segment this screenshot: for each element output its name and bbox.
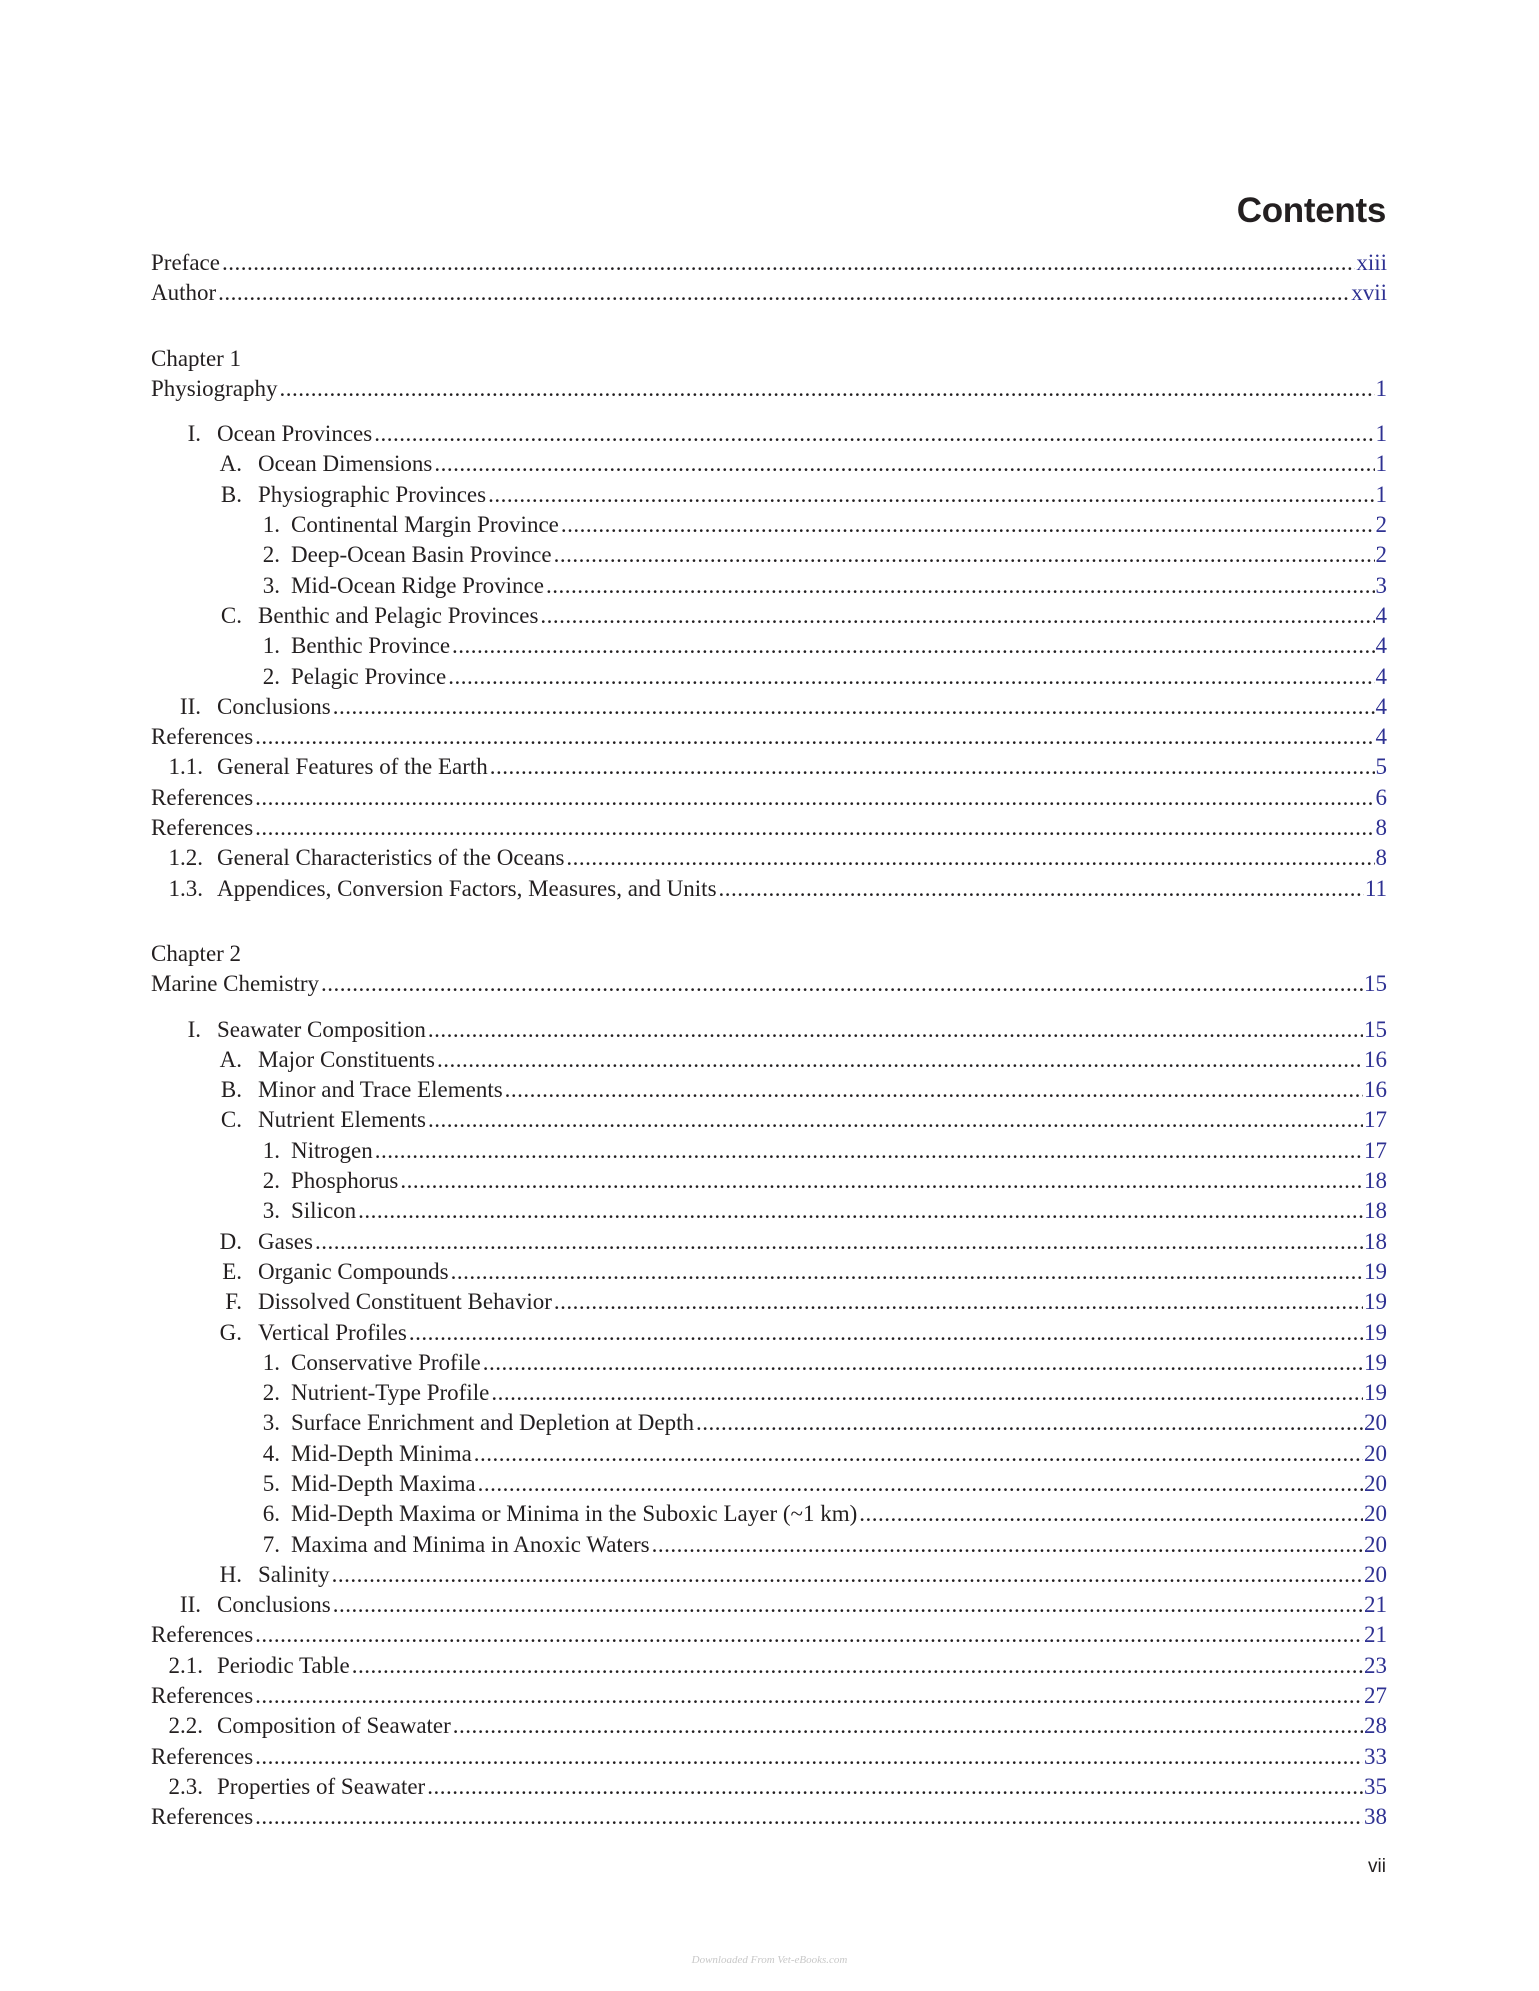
dot-leader [428,1015,1363,1045]
toc-entry-number: 1.2. [168,845,203,871]
toc-entry[interactable] [151,1772,1387,1802]
toc-entry[interactable] [151,1530,1387,1560]
dot-leader [540,601,1374,631]
toc-page-link[interactable]: 1 [1375,451,1387,477]
dot-leader [505,1075,1363,1105]
toc-entry[interactable] [151,1469,1387,1499]
toc-entry-line [151,813,1387,843]
toc-entry-label: References [151,1683,254,1709]
toc-entry-label: Ocean Dimensions [258,451,433,477]
toc-entry-line [151,1196,1387,1226]
toc-entry-line [151,1530,1387,1560]
toc-entry-line [151,480,1387,510]
dot-leader [333,692,1375,722]
toc-entry-line [151,1560,1387,1590]
toc-page-link[interactable]: 27 [1364,1683,1387,1709]
toc-entry-line [151,1015,1387,1045]
toc-entry[interactable] [151,1560,1387,1590]
dot-leader [554,1287,1363,1317]
toc-entry[interactable] [151,601,1387,631]
toc-entry-line [151,1257,1387,1287]
toc-page-link[interactable]: 2 [1375,542,1387,568]
toc-page-link[interactable]: 20 [1364,1501,1387,1527]
toc-entry-line [151,1318,1387,1348]
toc-entry-label: References [151,724,254,750]
page-title: Contents [1236,191,1386,231]
toc-entry[interactable] [151,480,1387,510]
toc-entry-label: General Characteristics of the Oceans [217,845,565,871]
toc-entry-line [151,752,1387,782]
toc-entry-label: Properties of Seawater [217,1773,426,1799]
toc-page-link[interactable]: xvii [1351,280,1387,306]
toc-page-link[interactable]: xiii [1356,250,1387,275]
toc-entry-line [151,1378,1387,1408]
toc-page-link[interactable]: 8 [1375,815,1387,841]
chapter-section [151,939,1387,1833]
dot-leader [491,1378,1363,1408]
toc-entry-label: References [151,1804,254,1830]
toc-entry-label: Salinity [258,1561,330,1587]
dot-leader [218,278,1350,308]
toc-entry-number: H. [219,1561,242,1587]
chapter-section [151,344,1387,904]
toc-entry-number: 3. [262,572,280,598]
toc-entry-label: Gases [258,1228,313,1254]
toc-entry-number: 1.3. [168,875,203,901]
toc-entry-label: Mid-Depth Maxima or Minima in the Suboxic Layer (~1 km) [291,1501,858,1527]
toc-entry-label: Major Constituents [258,1046,435,1072]
toc-entry-label: Mid-Ocean Ridge Province [291,572,544,598]
dot-leader [452,631,1374,661]
dot-leader [434,449,1374,479]
toc-entry-label: Mid-Depth Maxima [291,1470,476,1496]
toc-entry-label: Surface Enrichment and Depletion at Depth [291,1410,694,1436]
toc-entry-number: 4. [262,1440,280,1466]
toc-page-link[interactable]: 4 [1375,633,1387,659]
toc-entry-number: C. [220,602,242,628]
toc-page-link[interactable]: 18 [1364,1168,1387,1194]
dot-leader [255,1681,1363,1711]
toc-entry-line [151,692,1387,722]
toc-entry-line [151,1105,1387,1135]
toc-entry[interactable] [151,1196,1387,1226]
dot-leader [400,1166,1363,1196]
toc-entry-number: G. [219,1319,242,1345]
toc-entry-label: Author [151,280,217,306]
toc-entry-line [151,1227,1387,1257]
toc-entry-label: Benthic Province [291,633,451,659]
toc-entry-number: 6. [262,1501,280,1527]
toc-entry-line [151,969,1387,999]
dot-leader [409,1318,1363,1348]
toc-entry-label: Dissolved Constituent Behavior [258,1289,552,1315]
dot-leader [255,722,1374,752]
toc-page-link[interactable]: 16 [1364,1077,1387,1103]
toc-entry-line [151,783,1387,813]
toc-entry-number: A. [219,1046,242,1072]
toc-entry-label: Seawater Composition [217,1016,426,1042]
toc-entry-label: Preface [151,250,220,275]
toc-entry[interactable] [151,631,1387,661]
toc-entry-number: 3. [262,1198,280,1224]
toc-entry[interactable] [151,1378,1387,1408]
toc-entry-label: Nutrient-Type Profile [291,1380,490,1406]
toc-entry[interactable] [151,1166,1387,1196]
dot-leader [255,813,1374,843]
dot-leader [255,783,1374,813]
toc-entry-label: Physiography [151,375,278,401]
dot-leader [332,1560,1363,1590]
toc-entry-line [151,1651,1387,1681]
toc-entry-label: Silicon [291,1198,357,1224]
toc-entry-label: Marine Chemistry [151,971,319,997]
toc-entry[interactable] [151,510,1387,540]
dot-leader [333,1590,1363,1620]
dot-leader [719,874,1364,904]
toc-entry-label: Vertical Profiles [258,1319,407,1345]
toc-page-link[interactable]: 20 [1364,1531,1387,1557]
dot-leader [474,1439,1363,1469]
toc-entry[interactable] [151,540,1387,570]
toc-entry-number: 1.1. [168,754,203,780]
toc-entry-label: Periodic Table [217,1652,350,1678]
toc-entry[interactable] [151,1742,1387,1772]
toc-page-link[interactable]: 16 [1364,1046,1387,1072]
toc-entry-line [151,1408,1387,1438]
toc-entry-line [151,1348,1387,1378]
toc-entry-number: 5. [262,1470,280,1496]
toc-entry-line [151,1772,1387,1802]
dot-leader [321,969,1363,999]
toc-page-link[interactable]: 38 [1364,1804,1387,1830]
toc-entry[interactable] [151,843,1387,873]
toc-page-link[interactable]: 4 [1375,663,1387,689]
dot-leader [437,1045,1363,1075]
dot-leader [222,248,1355,278]
toc-entry-line [151,1439,1387,1469]
toc-entry-label: Continental Margin Province [291,512,559,538]
dot-leader [696,1408,1363,1438]
toc-entry-label: Conclusions [217,693,331,719]
toc-entry[interactable] [151,722,1387,752]
toc-page-link[interactable]: 15 [1364,971,1387,997]
dot-leader [255,1742,1363,1772]
toc-entry-number: 3. [262,1410,280,1436]
toc-entry-line [151,449,1387,479]
toc-entry[interactable] [151,278,1387,308]
toc-entry-label: Conclusions [217,1592,331,1618]
toc-entry-line [151,1620,1387,1650]
toc-entry-number: 2. [262,1380,280,1406]
toc-entry-line [151,1499,1387,1529]
toc-entry-label: References [151,1622,254,1648]
toc-entry-number: 1. [262,1349,280,1375]
toc-entry-line [151,374,1387,404]
toc-entry[interactable] [151,1439,1387,1469]
toc-entry-label: Nutrient Elements [258,1107,426,1133]
toc-entry-line [151,1075,1387,1105]
dot-leader [358,1196,1363,1226]
toc-entry-line [151,874,1387,904]
toc-entry-line [151,631,1387,661]
toc-entry[interactable] [151,1015,1387,1045]
toc-entry[interactable] [151,1227,1387,1257]
dot-leader [255,1802,1363,1832]
toc-entry[interactable] [151,1257,1387,1287]
toc-entry-label: References [151,1743,254,1769]
toc-entry-number: F. [225,1289,242,1315]
dot-leader [546,571,1375,601]
toc-page-link[interactable]: 33 [1364,1743,1387,1769]
toc-entry[interactable] [151,1136,1387,1166]
toc-page-link[interactable]: 20 [1364,1470,1387,1496]
toc-entry-number: 7. [262,1531,280,1557]
toc-page-link[interactable]: 17 [1364,1137,1387,1163]
chapter-title-entry[interactable] [151,969,1387,999]
toc-entry-label: Mid-Depth Minima [291,1440,472,1466]
toc-entry[interactable] [151,248,1387,278]
toc-entry-number: D. [219,1228,242,1254]
toc-entry-number: 1. [262,512,280,538]
dot-leader [428,1105,1363,1135]
toc-entry-label: Deep-Ocean Basin Province [291,542,552,568]
toc-entry-number: II. [179,1592,201,1618]
toc-entry[interactable] [151,1105,1387,1135]
toc-entry-number: B. [220,481,242,507]
toc-entry-number: C. [220,1107,242,1133]
toc-entry[interactable] [151,1287,1387,1317]
dot-leader [280,374,1375,404]
toc-entry-number: 1. [262,1137,280,1163]
toc-entry-label: Maxima and Minima in Anoxic Waters [291,1531,650,1557]
dot-leader [652,1530,1363,1560]
toc-entry[interactable] [151,1045,1387,1075]
toc-entry-label: Organic Compounds [258,1258,449,1284]
toc-entry-label: Conservative Profile [291,1349,481,1375]
watermark: Downloaded From Vet-eBooks.com [691,1954,848,1966]
toc-entry-line [151,540,1387,570]
toc-entry-number: I. [187,1016,201,1042]
toc-page-link[interactable]: 19 [1364,1319,1387,1345]
dot-leader [375,1136,1363,1166]
toc-entry[interactable] [151,1348,1387,1378]
chapter-label: Chapter 1 [151,345,242,371]
toc-entry[interactable] [151,419,1387,449]
toc-entry-label: References [151,815,254,841]
toc-page-link[interactable]: 4 [1375,693,1387,719]
toc-entry-number: 2.1. [168,1652,203,1678]
toc-entry-number: II. [179,693,201,719]
toc-entry-label: Benthic and Pelagic Provinces [258,602,539,628]
toc-entry-line [151,1166,1387,1196]
toc-page-link[interactable]: 21 [1364,1592,1387,1618]
dot-leader [448,662,1374,692]
toc-entry[interactable] [151,571,1387,601]
toc-page-link[interactable]: 1 [1375,421,1387,447]
toc-entry-line [151,510,1387,540]
toc-entry-line [151,571,1387,601]
toc-entry-line [151,601,1387,631]
toc-page-link[interactable]: 23 [1364,1652,1387,1678]
toc-entry-label: General Features of the Earth [217,754,488,780]
toc-page-link[interactable]: 20 [1364,1410,1387,1436]
toc-entry[interactable] [151,449,1387,479]
toc-page-link[interactable]: 21 [1364,1622,1387,1648]
toc-entry-label: Minor and Trace Elements [258,1077,503,1103]
toc-entry[interactable] [151,1802,1387,1832]
toc-entry[interactable] [151,813,1387,843]
toc-page-link[interactable]: 5 [1375,754,1387,780]
toc-entry-label: Ocean Provinces [217,421,373,447]
dot-leader [561,510,1375,540]
toc-entry-line [151,1742,1387,1772]
dot-leader [478,1469,1363,1499]
toc-entry-number: 2. [262,1168,280,1194]
toc-entry[interactable] [151,1499,1387,1529]
toc-entry-line [151,1287,1387,1317]
toc-page-link[interactable]: 18 [1364,1228,1387,1254]
toc-entry-line [151,1711,1387,1741]
toc-entry-line [151,1469,1387,1499]
toc-entry-number: 1. [262,633,280,659]
front-matter [151,248,1387,309]
toc-entry[interactable] [151,1590,1387,1620]
toc-page-link[interactable]: 1 [1375,481,1387,507]
toc-entry[interactable] [151,692,1387,722]
toc-entry-number: 2.2. [168,1713,203,1739]
toc-entry[interactable] [151,1408,1387,1438]
dot-leader [488,480,1374,510]
toc-entry[interactable] [151,1318,1387,1348]
toc-page-link[interactable]: 19 [1364,1380,1387,1406]
toc-page-link[interactable]: 3 [1375,572,1387,598]
toc-entry[interactable] [151,1075,1387,1105]
toc-entry-line [151,662,1387,692]
chapters [151,344,1387,1833]
toc-page-link[interactable]: 19 [1364,1258,1387,1284]
dot-leader [859,1499,1363,1529]
toc-entry-line [151,1802,1387,1832]
dot-leader [255,1620,1363,1650]
toc-entry-number: I. [187,421,201,447]
dot-leader [483,1348,1363,1378]
toc-entry-number: B. [220,1077,242,1103]
toc-entry[interactable] [151,1711,1387,1741]
toc-entry[interactable] [151,1681,1387,1711]
toc-page-link[interactable]: 6 [1375,784,1387,810]
dot-leader [453,1711,1363,1741]
dot-leader [566,843,1374,873]
toc-entry[interactable] [151,752,1387,782]
dot-leader [374,419,1374,449]
toc-entry-label: Pelagic Province [291,663,447,689]
page-number: vii [1368,1856,1386,1877]
toc-entry[interactable] [151,783,1387,813]
chapter-title-entry[interactable] [151,374,1387,404]
toc-entry-number: A. [219,451,242,477]
toc-entry-label: Composition of Seawater [217,1713,451,1739]
toc-page-link[interactable]: 19 [1364,1289,1387,1315]
toc-entry-label: Physiographic Provinces [258,481,487,507]
toc-page-link[interactable]: 1 [1375,375,1387,401]
toc-entry-line [151,843,1387,873]
toc-page-link[interactable]: 19 [1364,1349,1387,1375]
toc-page-link[interactable]: 20 [1364,1561,1387,1587]
toc-page-link[interactable]: 18 [1364,1198,1387,1224]
dot-leader [315,1227,1363,1257]
toc-entry-label: Appendices, Conversion Factors, Measures, and Units [217,875,717,901]
toc-entry[interactable] [151,1620,1387,1650]
dot-leader [451,1257,1363,1287]
toc-page-link[interactable]: 2 [1375,512,1387,538]
toc-entry-number: 2. [262,663,280,689]
dot-leader [490,752,1375,782]
toc-entry-number: 2.3. [168,1773,203,1799]
dot-leader [554,540,1375,570]
toc-entry-line [151,278,1387,308]
toc-page-link[interactable]: 11 [1364,875,1387,901]
toc-entry-label: Phosphorus [291,1168,399,1194]
toc-entry-line [151,1045,1387,1075]
toc-entry-line [151,1681,1387,1711]
toc-page-link[interactable]: 4 [1375,724,1387,750]
dot-leader [427,1772,1363,1802]
chapter-label: Chapter 2 [151,940,242,966]
toc-entry-label: References [151,784,254,810]
toc-page-link[interactable]: 20 [1364,1440,1387,1466]
toc-page-link[interactable]: 8 [1375,845,1387,871]
dot-leader [352,1651,1363,1681]
toc-page-link[interactable]: 15 [1364,1016,1387,1042]
toc-entry[interactable] [151,874,1387,904]
toc-page-link[interactable]: 17 [1364,1107,1387,1133]
toc-entry-label: Nitrogen [291,1137,373,1163]
toc-entry[interactable] [151,1651,1387,1681]
toc-entry-number: 2. [262,542,280,568]
toc-entry-number: E. [222,1258,242,1284]
toc-entry-line [151,1136,1387,1166]
table-of-contents [151,248,1387,1868]
toc-entry-line [151,419,1387,449]
toc-entry-line [151,722,1387,752]
toc-page-link[interactable]: 4 [1375,602,1387,628]
toc-entry-line [151,1590,1387,1620]
toc-page-link[interactable]: 35 [1364,1773,1387,1799]
toc-entry-line [151,248,1387,278]
toc-page-link[interactable]: 28 [1364,1713,1387,1739]
toc-entry[interactable] [151,662,1387,692]
